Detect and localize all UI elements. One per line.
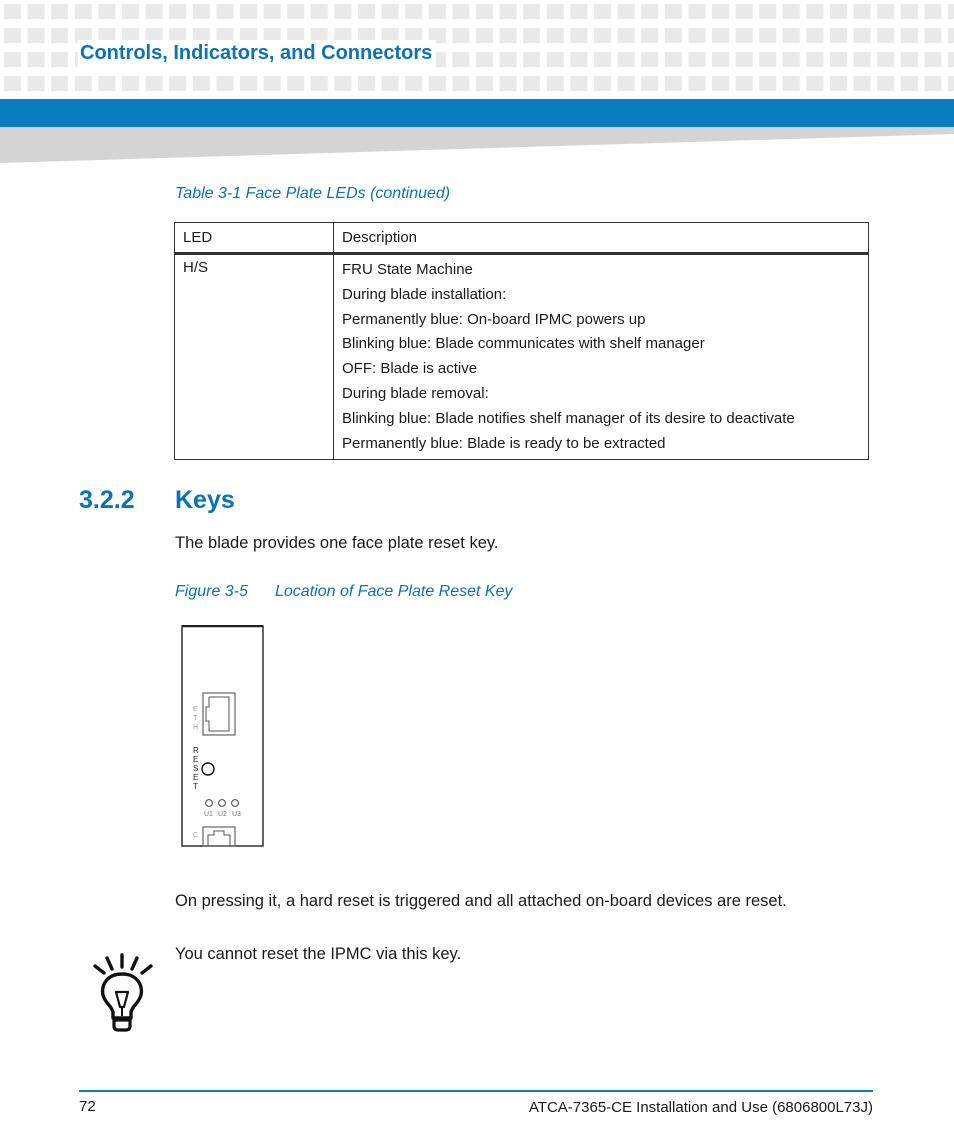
section-title: Keys [175,486,235,514]
description-line: FRU State Machine [342,261,473,278]
reset-label: E [193,773,199,782]
led-label: U1 [204,811,213,818]
led-label: U3 [232,811,241,818]
table-caption: Table 3-1 Face Plate LEDs (continued) [175,185,451,202]
figure-title: Location of Face Plate Reset Key [275,583,513,600]
console-label: C [193,832,199,839]
led-label: U2 [218,811,227,818]
header-blue-band [0,99,954,127]
section-intro: The blade provides one face plate reset key. [175,534,499,552]
table-header-description: Description [334,223,869,254]
reset-description: On pressing it, a hard reset is triggered and all attached on-board devices are reset. [175,892,787,910]
figure-number: Figure 3-5 [175,583,248,600]
eth-label: E [193,706,198,713]
section-number: 3.2.2 [79,486,135,514]
table-row [175,254,869,460]
face-plate-figure [181,625,265,849]
table-cell-led: H/S [175,254,334,460]
reset-label: E [193,755,199,764]
description-line: During blade removal: [342,384,489,402]
footer-rule [79,1090,873,1092]
led-u1-icon [206,800,213,807]
reset-label: S [193,764,199,773]
led-u2-icon [219,800,226,807]
lightbulb-icon [92,952,156,1034]
document-reference: ATCA-7365-CE Installation and Use (6806800L73J) [528,1099,873,1116]
table-header-led: LED [175,223,334,254]
reset-label: T [193,782,198,791]
description-line: Blinking blue: Blade notifies shelf manager of its desire to deactivate [342,409,795,427]
eth-label: T [193,715,198,722]
table-header-row [175,223,869,254]
face-plate-leds-table [174,222,869,460]
reset-key-icon [202,763,214,775]
description-line: Blinking blue: Blade communicates with shelf manager [342,335,705,353]
description-line: During blade installation: [342,285,507,303]
led-u3-icon [232,800,239,807]
reset-label: R [193,746,199,755]
eth-label: H [193,724,199,731]
description-line: Permanently blue: Blade is ready to be extracted [342,434,666,452]
description-line: Permanently blue: On-board IPMC powers up [342,310,646,328]
chapter-title: Controls, Indicators, and Connectors [78,40,436,67]
page-number: 72 [79,1098,96,1115]
note-text: You cannot reset the IPMC via this key. [175,945,462,963]
header-gray-wedge [0,127,954,163]
description-line: OFF: Blade is active [342,360,478,378]
table-cell-description [334,254,869,460]
